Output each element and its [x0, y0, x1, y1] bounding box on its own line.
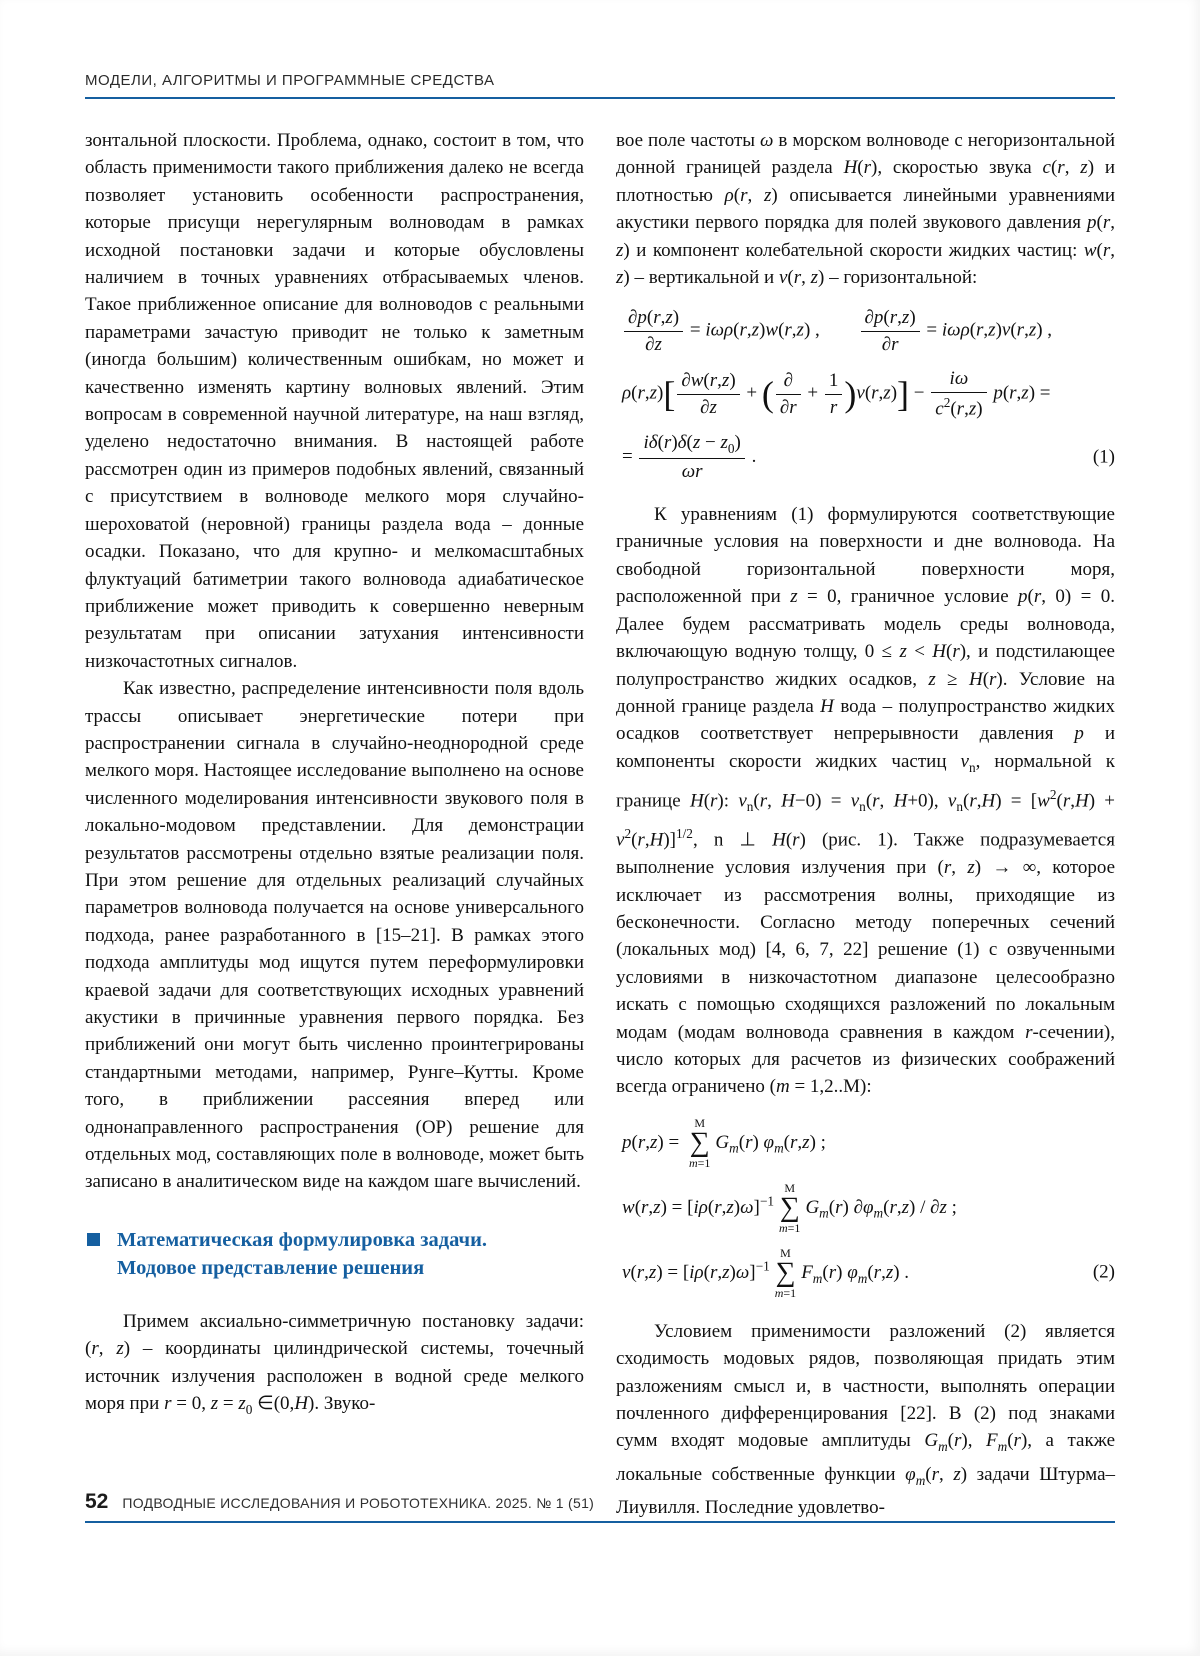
section-heading-line2: Модовое представление решения: [117, 1256, 425, 1279]
equation-1-line-3-body: = $\frac{i\delta(r)\delta(z - z_0)}{\omega r}$ .: [622, 432, 757, 483]
equation-2-line-3: [622, 1247, 1115, 1300]
footer-rule: [85, 1521, 1115, 1523]
section-heading: [85, 1226, 584, 1282]
paragraph: К уравнениям (1) формулируются соответствующие граничные условия на поверхности и дне волновода. На свободной горизонтальной поверхности моря, расположенной при z = 0, граничное условие p(r, 0) = 0. Далее будем рассматривать модель среды волновода, включающую водную толщу, 0 ≤ z < H(r), и подстилающее полупространство жидких осадков, z ≥ H(r). Условие на донной границе раздела H вода – полупространство жидких осадков соответствует непрерывности давления p и компоненты скорости жидких частиц $v_n$, нормальной к границе H(r): $v_n(r$, $H-0) = v_n(r$, H+0), $v_n(r,H) = [w^2(r,H) + v^2(r,H)]^{1/2}$, n ⊥ H(r) (рис. 1). Также подразумевается выполнение условия излучения при (r, z) → ∞, которое исключает из рассмотрения волны, приходящие из бесконечности. Согласно методу поперечных сечений (локальных мод) [4, 6, 7, 22] решение (1) с озвученными условиями в низкочастотном диапазоне целесообразно искать с помощью сходящихся разложений по локальным модам (модам волновода сравнения в каждом r-сечении), число которых для расчетов из физических соображений всегда ограничено (m = 1,2..M):: [616, 504, 1116, 1098]
journal-title: ПОДВОДНЫЕ ИССЛЕДОВАНИЯ И РОБОТОТЕХНИКА. 2025. № 1 (51): [122, 1495, 595, 1511]
equation-2-line-1: p(r,z) = M ∑ m=1 $G_m(r)$ $\varphi_m(r,z)$ ;: [622, 1115, 826, 1170]
running-header-title: МОДЕЛИ, АЛГОРИТМЫ И ПРОГРАММНЫЕ СРЕДСТВА: [85, 72, 495, 89]
section-heading-text: [117, 1226, 487, 1282]
left-column: [85, 127, 584, 1484]
equation-1: [616, 307, 1115, 483]
equation-1-line-1: $\frac{\partial p(r,z)}{\partial z}$ = iωρ(r,z)w(r,z) , $\frac{\partial p(r,z)}{\partial r}$ = iωρ(r,z)v(r,z) ,: [622, 307, 1115, 356]
paragraph: Примем аксиально-симметричную постановку задачи: (r, z) – координаты цилиндрической системы, точечный источник излучения расположен в водной среде мелкого моря при r = 0, $z = z_0$ ∈(0,H). Звуко-: [85, 1310, 585, 1417]
equation-2-number: (2): [1092, 1261, 1115, 1283]
running-footer: [85, 1490, 1115, 1523]
paragraph: Условием применимости разложений (2) является сходимость модовых рядов, позволяющая придать этим разложениям смысл и, в частности, выполнять операции почленного дифференцирования [22]. В (2) под знаками сумм входят модовые амплитуды $G_m(r)$, $F_m(r)$, а также локальные собственные функции $\varphi_m(r$, z) задачи Штурма–Лиувилля. Последние удовлетво-: [616, 1320, 1115, 1518]
page-number: 52: [85, 1490, 109, 1513]
equation-2-line-3-body: $v(r,z) = [i\rho(r,z)\omega]^{-1}$ M ∑ m=1 $F_m(r)$ $\varphi_m(r,z)$ .: [622, 1245, 910, 1300]
equation-2-line-2: $w(r,z) = [i\rho(r,z)\omega]^{-1}$ M ∑ m=1 $G_m(r)$ $\partial\varphi_m(r,z) / \partial z$ ;: [622, 1180, 957, 1235]
equation-1-line-3: [622, 432, 1115, 483]
paragraph-continuation: вое поле частоты ω в морском волноводе с негоризонтальной донной границей раздела H(r), скоростью звука c(r, z) и плотностью ρ(r, z) описывается линейными уравнениями акустики первого порядка для полей звукового давления p(r, z) и компонент колебательной скорости жидких частиц: w(r, z) – вертикальной и v(r, z) – горизонтальной:: [616, 130, 1115, 289]
section-heading-line1: Математическая формулировка задачи.: [117, 1228, 488, 1251]
equation-1-line-2: ρ(r,z)[ $\frac{\partial w(r,z)}{\partial z}$ + ( $\frac{\partial}{\partial r}$ + $\frac{1}{r}$ )v(r,z)] − $\frac{i\omega}{c^2(r,z)}$ p(r,z) =: [622, 368, 1051, 420]
footer-line: [85, 1490, 1115, 1514]
right-column: [616, 127, 1116, 1518]
paragraph-continuation: зонтальной плоскости. Проблема, однако, состоит в том, что область применимости такого приближения далеко не всегда позволяет установить особенности распространения, которые присущи нерегулярным волноводам в рамках исходной постановки задачи и которые обусловлены наличием в точных уравнениях отбрасываемых членов. Такое приближенное описание для волноводов с реальными параметрами зачастую приводит не только к заметным (иногда большим) количественным ошибкам, но может и качественно изменять картину волновых явлений. Этим вопросам в современной научной литературе, на наш взгляд, уделено недостаточно внимания. В настоящей работе рассмотрен один из примеров подобных явлений, связанный с присутствием в волноводе мелкого моря случайно-шероховатой (неровной) границы раздела вода – донные осадки. Показано, что для крупно- и мелкомасштабных флуктуаций батиметрии такого волновода адиабатическое приближение может приводить к совершенно неверным результатам при описании затухания интенсивности низкочастотных сигналов.: [85, 130, 584, 672]
section-bullet-icon: [87, 1233, 100, 1246]
equation-1-number: (1): [1092, 446, 1115, 468]
running-header: [85, 72, 1115, 99]
equation-2: [616, 1117, 1115, 1300]
paragraph: Как известно, распределение интенсивности поля вдоль трассы описывает энергетические потери при распространении сигнала в случайно-неоднородной среде мелкого моря. Настоящее исследование выполнено на основе численного моделирования интенсивности звукового поля в локально-модовом представлении. Для демонстрации результатов рассмотрены отдельно взятые реализации поля. При этом решение для отдельных реализаций случайных параметров волновода получается на основе универсального подхода, ранее разработанного в [15–21]. В рамках этого подхода амплитуды мод ищутся путем переформулировки краевой задачи для соответствующих исходных уравнений акустики в причинные уравнения первого порядка. Без приближений они могут быть численно проинтегрированы стандартными методами, например, Рунге–Кутты. Кроме того, в приближении рассеяния вперед или однонаправленного распространения (ОР) решение для отдельных мод, составляющих поле в волноводе, может быть записано в аналитическом виде на каждом шаге вычислений.: [85, 678, 584, 1193]
header-rule: [85, 97, 1115, 99]
